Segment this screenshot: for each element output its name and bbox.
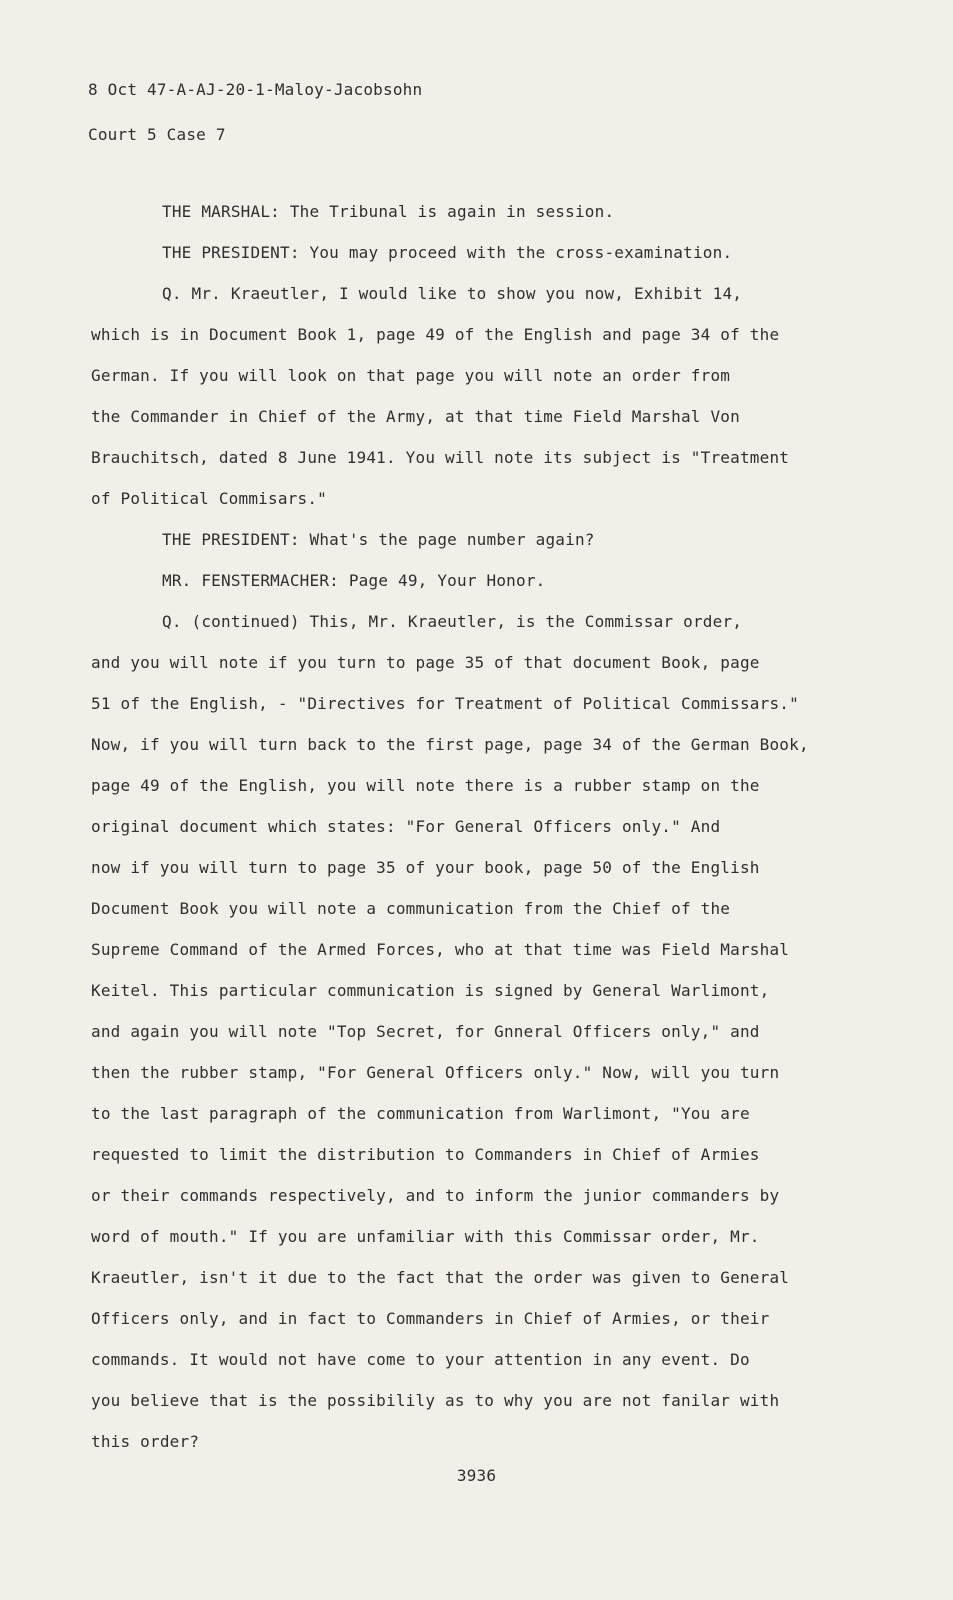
body-line: you believe that is the possibilily as to why you are not fanilar with xyxy=(91,1391,780,1410)
body-line: original document which states: "For General Officers only." And xyxy=(91,817,721,836)
page-number: 3936 xyxy=(456,1466,497,1485)
body-line: THE MARSHAL: The Tribunal is again in session. xyxy=(162,202,615,221)
body-line: Officers only, and in fact to Commanders in Chief of Armies, or their xyxy=(91,1309,770,1328)
body-line: the Commander in Chief of the Army, at that time Field Marshal Von xyxy=(91,407,740,426)
body-line: Q. (continued) This, Mr. Kraeutler, is the Commissar order, xyxy=(162,612,743,631)
body-line: of Political Commisars." xyxy=(91,489,327,508)
body-line: this order? xyxy=(91,1432,200,1451)
body-line: 51 of the English, - "Directives for Treatment of Political Commissars." xyxy=(91,694,799,713)
body-line: and again you will note "Top Secret, for Gnneral Officers only," and xyxy=(91,1022,760,1041)
body-line: and you will note if you turn to page 35 of that document Book, page xyxy=(91,653,760,672)
body-line: then the rubber stamp, "For General Officers only." Now, will you turn xyxy=(91,1063,780,1082)
body-line: Q. Mr. Kraeutler, I would like to show you now, Exhibit 14, xyxy=(162,284,743,303)
body-line: Supreme Command of the Armed Forces, who at that time was Field Marshal xyxy=(91,940,790,959)
body-line: Document Book you will note a communication from the Chief of the xyxy=(91,899,731,918)
header-line-1: 8 Oct 47-A-AJ-20-1-Maloy-Jacobsohn xyxy=(88,80,423,99)
body-line: Keitel. This particular communication is signed by General Warlimont, xyxy=(91,981,770,1000)
body-line: Brauchitsch, dated 8 June 1941. You will note its subject is "Treatment xyxy=(91,448,790,467)
body-line: word of mouth." If you are unfamiliar with this Commissar order, Mr. xyxy=(91,1227,760,1246)
body-line: Kraeutler, isn't it due to the fact that the order was given to General xyxy=(91,1268,790,1287)
body-line: now if you will turn to page 35 of your book, page 50 of the English xyxy=(91,858,760,877)
body-line: which is in Document Book 1, page 49 of the English and page 34 of the xyxy=(91,325,780,344)
body-line: Now, if you will turn back to the first page, page 34 of the German Book, xyxy=(91,735,809,754)
body-line: MR. FENSTERMACHER: Page 49, Your Honor. xyxy=(162,571,546,590)
body-line: or their commands respectively, and to inform the junior commanders by xyxy=(91,1186,780,1205)
body-line: THE PRESIDENT: You may proceed with the cross-examination. xyxy=(162,243,733,262)
body-line: THE PRESIDENT: What's the page number again? xyxy=(162,530,595,549)
body-line: German. If you will look on that page you will note an order from xyxy=(91,366,731,385)
body-line: requested to limit the distribution to Commanders in Chief of Armies xyxy=(91,1145,760,1164)
body-line: page 49 of the English, you will note there is a rubber stamp on the xyxy=(91,776,760,795)
header-line-2: Court 5 Case 7 xyxy=(88,125,226,144)
body-line: commands. It would not have come to your attention in any event. Do xyxy=(91,1350,750,1369)
body-line: to the last paragraph of the communication from Warlimont, "You are xyxy=(91,1104,750,1123)
